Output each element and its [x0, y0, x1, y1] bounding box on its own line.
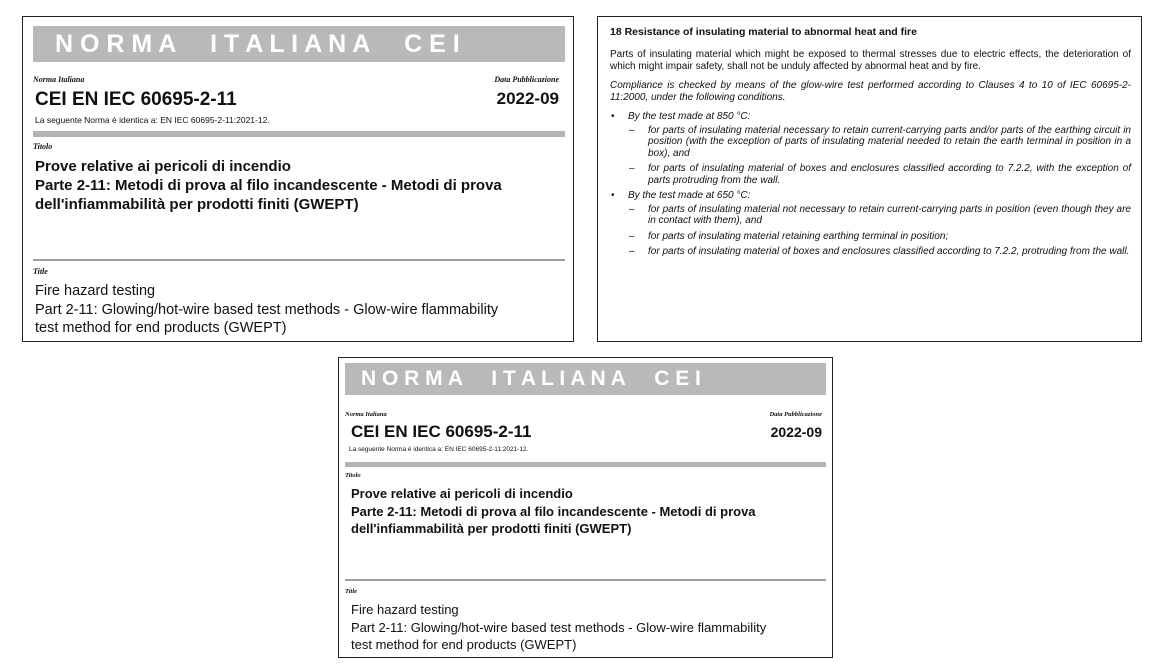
divider	[345, 579, 826, 581]
title-label: Title	[345, 588, 358, 595]
data-pubblicazione-label: Data Pubblicazione	[494, 75, 559, 84]
titolo-line: dell'infiammabilità per prodotti finiti (GWEPT)	[351, 521, 632, 536]
publication-date: 2022-09	[770, 424, 822, 440]
norma-italiana-label: Norma Italiana	[33, 75, 85, 84]
norma-banner: N O R M A I T A L I A N A C E I	[345, 363, 826, 395]
condition-item: – for parts of insulating material retaining earthing terminal in position;	[608, 231, 1131, 243]
standard-code: CEI EN IEC 60695-2-11	[35, 89, 237, 110]
divider	[33, 131, 565, 137]
cover-page-top	[22, 16, 574, 342]
data-pubblicazione-label: Data Pubblicazione	[769, 411, 822, 418]
title-line: Fire hazard testing	[351, 602, 459, 617]
titolo-line: dell'infiammabilità per prodotti finiti (GWEPT)	[35, 196, 359, 213]
publication-date: 2022-09	[496, 89, 559, 108]
titolo-label: Titolo	[33, 142, 53, 151]
standard-code: CEI EN IEC 60695-2-11	[351, 422, 532, 441]
title-line: test method for end products (GWEPT)	[35, 320, 287, 336]
condition-item: – for parts of insulating material not necessary to retain current-carrying parts in position (even though they are in contact with them), and	[608, 204, 1131, 227]
conditions-list	[608, 111, 1131, 258]
condition-item: – for parts of insulating material necessary to retain current-carrying parts and/or parts of the earthing circuit in position (with the exception of parts of insulating material needed to retain the earth terminal in position in a box), and	[608, 125, 1131, 160]
titolo-line: Prove relative ai pericoli di incendio	[351, 486, 573, 501]
titolo-line: Prove relative ai pericoli di incendio	[35, 158, 291, 175]
identical-note: La seguente Norma è identica a: EN IEC 60695-2-11:2021-12.	[349, 446, 529, 453]
clause-heading: 18 Resistance of insulating material to abnormal heat and fire	[610, 26, 917, 38]
cover-page-bottom	[338, 357, 833, 658]
norma-banner: N O R M A I T A L I A N A C E I	[33, 26, 565, 62]
norma-italiana-label: Norma Italiana	[345, 411, 387, 418]
divider	[345, 462, 826, 467]
title-label: Title	[33, 267, 48, 276]
title-line: Part 2-11: Glowing/hot-wire based test methods - Glow-wire flammability	[351, 620, 767, 635]
condition-850: • By the test made at 850 °C:	[608, 111, 1131, 123]
title-line: Fire hazard testing	[35, 283, 156, 299]
identical-note: La seguente Norma è identica a: EN IEC 60695-2-11:2021-12.	[35, 115, 270, 125]
condition-item: – for parts of insulating material of boxes and enclosures classified according to 7.2.2, with the exception of parts protruding from the wall.	[608, 163, 1131, 186]
titolo-line: Parte 2-11: Metodi di prova al filo incandescente - Metodi di prova	[351, 504, 756, 519]
clause-paragraph: Parts of insulating material which might be exposed to thermal stresses due to electric effects, the deterioration of which might impair safety, shall not be unduly affected by abnormal heat and by fire.	[610, 49, 1131, 72]
clause-18-page	[597, 16, 1142, 342]
condition-650: • By the test made at 650 °C:	[608, 190, 1131, 202]
titolo-line: Parte 2-11: Metodi di prova al filo incandescente - Metodi di prova	[35, 177, 502, 194]
condition-item: – for parts of insulating material of boxes and enclosures classified according to 7.2.2, protruding from the wall.	[608, 246, 1131, 258]
compliance-paragraph: Compliance is checked by means of the glow-wire test performed according to Clauses 4 to 10 of IEC 60695-2-11:2000, under the following conditions.	[610, 80, 1131, 103]
title-line: test method for end products (GWEPT)	[351, 637, 577, 652]
divider	[33, 259, 565, 261]
title-line: Part 2-11: Glowing/hot-wire based test methods - Glow-wire flammability	[35, 302, 499, 318]
titolo-label: Titolo	[345, 472, 361, 479]
